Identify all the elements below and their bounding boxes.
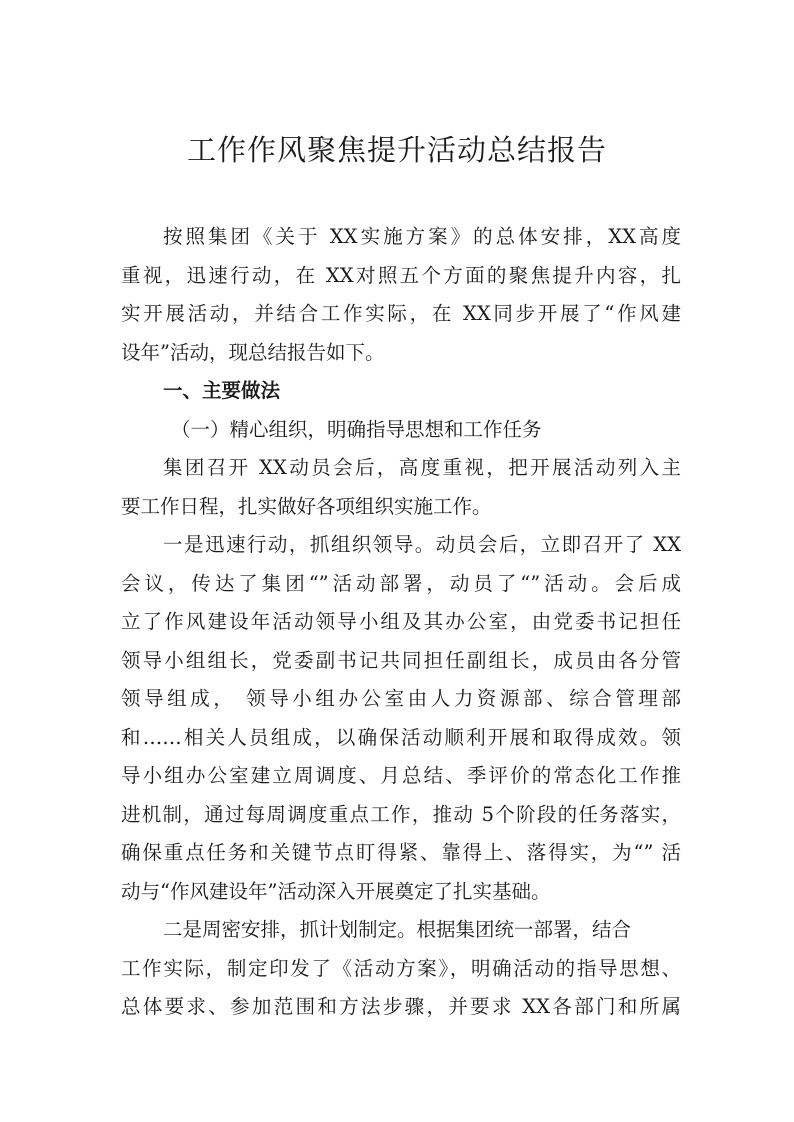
paragraph-line: 工作实际，制定印发了《活动方案》，明确活动的指导思想、 [121,956,681,980]
paragraph-line: 会议，传达了集团“”活动部署，动员了“”活动。会后成 [121,571,681,595]
paragraph-line: 领导组成， 领导小组办公室由人力资源部、综合管理部 [121,687,681,710]
section-heading: 一、主要做法 [163,379,281,402]
paragraph-line: 要工作日程，扎实做好各项组织实施工作。 [121,494,492,518]
paragraph-line: 动与“作风建设年”活动深入开展奠定了扎实基础。 [121,879,551,903]
paragraph-line: 重视，迅速行动，在 XX对照五个方面的聚焦提升内容，扎 [121,263,681,287]
paragraph-line: 和……相关人员组成，以确保活动顺利开展和取得成效。领 [121,725,681,749]
paragraph-line: 一是迅速行动，抓组织领导。动员会后，立即召开了 XX [163,533,681,556]
paragraph-line: 总体要求、参加范围和方法步骤，并要求 XX各部门和所属 [121,995,681,1018]
paragraph-line: 领导小组组长，党委副书记共同担任副组长，成员由各分管 [121,648,681,672]
paragraph-line: 设年”活动，现总结报告如下。 [121,340,385,364]
paragraph-line: 进机制，通过每周调度重点工作，推动 5个阶段的任务落实， [121,802,681,826]
paragraph-line: 按照集团《关于 XX实施方案》的总体安排，XX高度 [163,225,681,248]
paragraph-line: 导小组办公室建立周调度、月总结、季评价的常态化工作推 [121,764,681,787]
subsection-heading: （一）精心组织，明确指导思想和工作任务 [171,417,542,441]
paragraph-line: 集团召开 XX动员会后，高度重视，把开展活动列入主 [163,456,681,479]
document-body [121,218,681,1027]
document-title: 工作作风聚焦提升活动总结报告 [186,133,607,167]
paragraph-line: 实开展活动，并结合工作实际，在 XX同步开展了“作风建 [121,302,681,325]
paragraph-line: 立了作风建设年活动领导小组及其办公室，由党委书记担任 [121,610,681,633]
paragraph-line: 二是周密安排，抓计划制定。根据集团统一部署，结合 [163,918,632,941]
paragraph-line: 确保重点任务和关键节点盯得紧、靠得上、落得实，为“” 活 [121,841,681,864]
